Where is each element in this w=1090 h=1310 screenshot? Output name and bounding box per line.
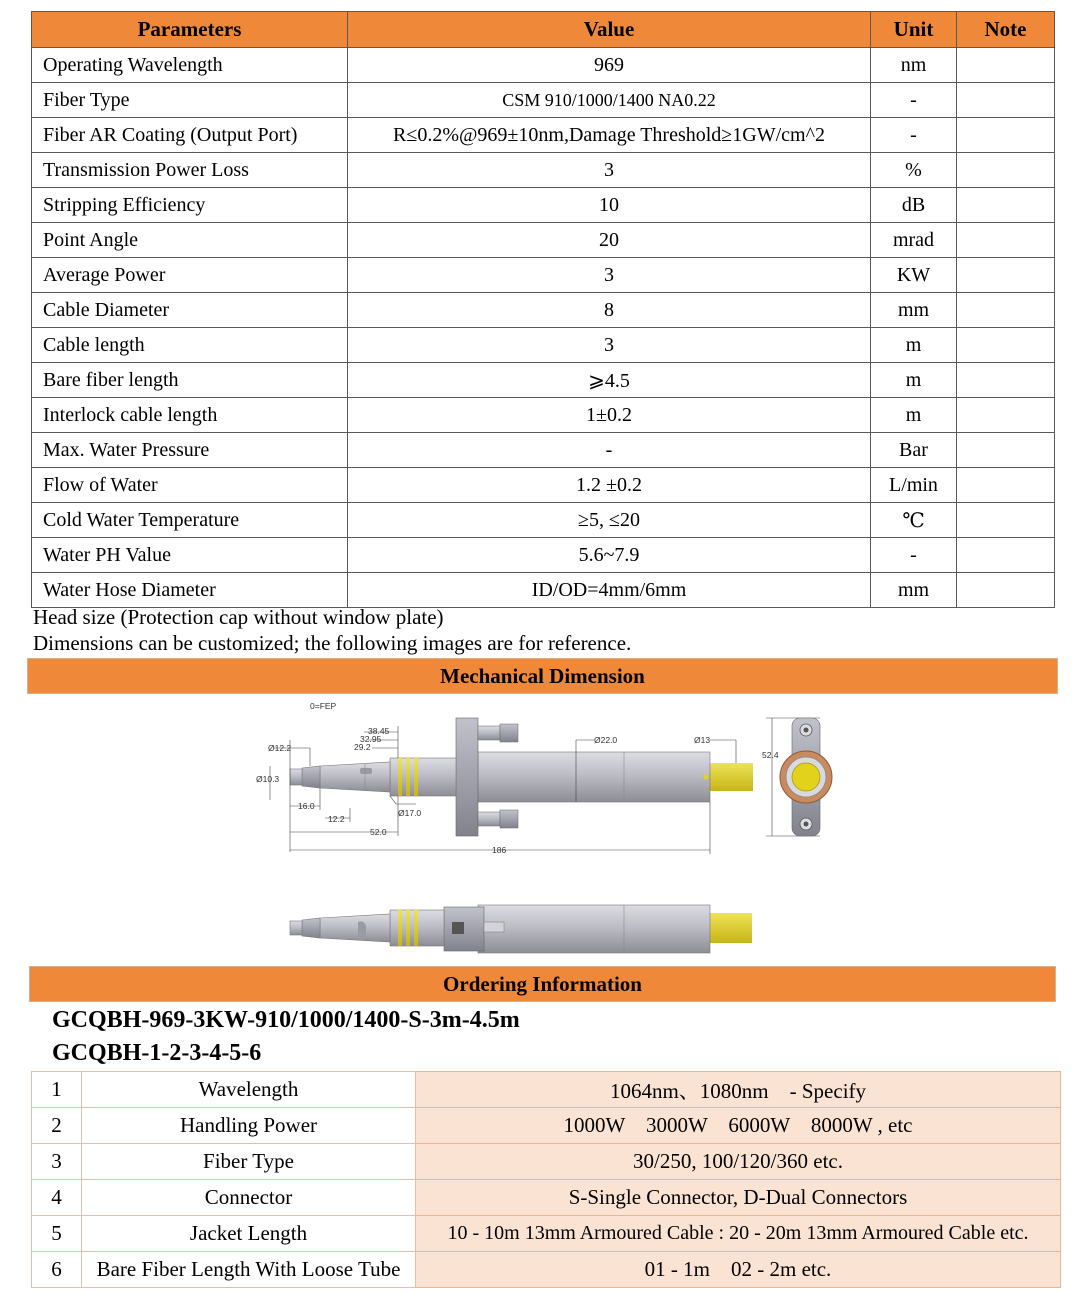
label-38-45: 38.45 [368, 726, 390, 736]
parameter-name: Point Angle [32, 223, 348, 258]
table-row [32, 118, 1055, 153]
parameter-value: 8 [348, 293, 871, 328]
parameter-unit: - [871, 538, 957, 573]
parameter-note [957, 188, 1055, 223]
table-row [32, 433, 1055, 468]
water-connector-top [478, 726, 500, 740]
parameter-note [957, 328, 1055, 363]
parameter-name: Max. Water Pressure [32, 433, 348, 468]
table-row [32, 398, 1055, 433]
order-field-options: 01 - 1m 02 - 2m etc. [416, 1252, 1061, 1288]
header-unit: Unit [871, 12, 957, 48]
parameter-name: Fiber AR Coating (Output Port) [32, 118, 348, 153]
head-size-note: Head size (Protection cap without window plate) [33, 605, 444, 629]
order-field-options: 1064nm、1080nm - Specify [416, 1072, 1061, 1108]
table-row [32, 1072, 1061, 1108]
parameter-unit: L/min [871, 468, 957, 503]
table-row [32, 223, 1055, 258]
parameter-note [957, 118, 1055, 153]
example-part-number: GCQBH-969-3KW-910/1000/1400-S-3m-4.5m [52, 1007, 520, 1033]
order-field-name: Connector [82, 1180, 416, 1216]
parameter-name: Water Hose Diameter [32, 573, 348, 608]
order-field-name: Handling Power [82, 1108, 416, 1144]
mechanical-dimension-title: Mechanical Dimension [27, 658, 1058, 694]
parameter-name: Cable Diameter [32, 293, 348, 328]
parameter-unit: m [871, 363, 957, 398]
parameter-value: 1±0.2 [348, 398, 871, 433]
parameter-name: Transmission Power Loss [32, 153, 348, 188]
mechanical-drawing [240, 700, 840, 955]
table-row [32, 258, 1055, 293]
parameter-name: Operating Wavelength [32, 48, 348, 83]
order-field-options: 1000W 3000W 6000W 8000W , etc [416, 1108, 1061, 1144]
order-field-number: 4 [32, 1180, 82, 1216]
parameter-name: Cable length [32, 328, 348, 363]
ordering-information-title: Ordering Information [29, 966, 1056, 1002]
parameter-unit: ℃ [871, 503, 957, 538]
label-d17-0: Ø17.0 [398, 808, 422, 818]
parameter-note [957, 293, 1055, 328]
label-52-0: 52.0 [370, 827, 387, 837]
table-row [32, 573, 1055, 608]
parameter-note [957, 153, 1055, 188]
parameter-unit: mm [871, 293, 957, 328]
order-field-options: S-Single Connector, D-Dual Connectors [416, 1180, 1061, 1216]
parameter-value: 20 [348, 223, 871, 258]
part-number-pattern: GCQBH-1-2-3-4-5-6 [52, 1040, 262, 1066]
parameter-unit: Bar [871, 433, 957, 468]
side-view-dimensioned [256, 701, 820, 855]
parameter-note [957, 433, 1055, 468]
parameter-note [957, 223, 1055, 258]
parameter-unit: - [871, 118, 957, 153]
main-body [478, 752, 710, 802]
parameter-name: Stripping Efficiency [32, 188, 348, 223]
parameter-value: ⩾4.5 [348, 363, 871, 398]
table-row [32, 153, 1055, 188]
parameter-name: Cold Water Temperature [32, 503, 348, 538]
customization-note: Dimensions can be customized; the following images are for reference. [33, 631, 632, 655]
header-parameters: Parameters [32, 12, 348, 48]
label-d13: Ø13 [694, 735, 711, 745]
label-16-0: 16.0 [298, 801, 315, 811]
parameter-value: R≤0.2%@969±10nm,Damage Threshold≥1GW/cm^2 [348, 118, 871, 153]
order-field-number: 6 [32, 1252, 82, 1288]
label-12-2: 12.2 [328, 814, 345, 824]
parameter-unit: % [871, 153, 957, 188]
parameter-unit: - [871, 83, 957, 118]
parameter-value: ≥5, ≤20 [348, 503, 871, 538]
order-field-name: Fiber Type [82, 1144, 416, 1180]
parameter-value: 5.6~7.9 [348, 538, 871, 573]
parameter-value: 1.2 ±0.2 [348, 468, 871, 503]
label-d22-0: Ø22.0 [594, 735, 618, 745]
parameter-note [957, 258, 1055, 293]
parameter-value: 10 [348, 188, 871, 223]
parameter-value: - [348, 433, 871, 468]
parameter-unit: m [871, 398, 957, 433]
table-row [32, 188, 1055, 223]
parameter-unit: mrad [871, 223, 957, 258]
parameter-note [957, 468, 1055, 503]
parameter-value: 3 [348, 153, 871, 188]
mounting-flange [456, 718, 478, 836]
table-row [32, 1180, 1061, 1216]
table-row [32, 83, 1055, 118]
parameter-unit: dB [871, 188, 957, 223]
parameter-value: ID/OD=4mm/6mm [348, 573, 871, 608]
parameter-unit: KW [871, 258, 957, 293]
parameter-note [957, 398, 1055, 433]
cable-jacket [705, 763, 753, 791]
tapered-nose [320, 762, 390, 792]
order-field-name: Jacket Length [82, 1216, 416, 1252]
order-field-options: 10 - 10m 13mm Armoured Cable : 20 - 20m 13mm Armoured Cable etc. [416, 1216, 1061, 1252]
parameter-note [957, 363, 1055, 398]
label-186: 186 [492, 845, 507, 855]
table-row [32, 503, 1055, 538]
table-header-row [32, 12, 1055, 48]
table-row [32, 363, 1055, 398]
header-value: Value [348, 12, 871, 48]
order-field-number: 1 [32, 1072, 82, 1108]
parameter-note [957, 48, 1055, 83]
table-row [32, 1108, 1061, 1144]
order-field-number: 3 [32, 1144, 82, 1180]
label-d12-2: Ø12.2 [268, 743, 292, 753]
parameter-value: 3 [348, 328, 871, 363]
parameters-table [31, 11, 1055, 608]
table-row [32, 538, 1055, 573]
parameter-name: Bare fiber length [32, 363, 348, 398]
parameter-name: Fiber Type [32, 83, 348, 118]
order-field-options: 30/250, 100/120/360 etc. [416, 1144, 1061, 1180]
table-row [32, 48, 1055, 83]
parameter-unit: nm [871, 48, 957, 83]
label-fep: 0=FEP [310, 701, 337, 711]
order-field-number: 2 [32, 1108, 82, 1144]
ordering-table [31, 1071, 1061, 1288]
table-row [32, 468, 1055, 503]
parameter-unit: mm [871, 573, 957, 608]
parameter-note [957, 503, 1055, 538]
parameter-unit: m [871, 328, 957, 363]
parameter-value: 3 [348, 258, 871, 293]
parameter-name: Water PH Value [32, 538, 348, 573]
side-view-render [290, 905, 752, 953]
table-row [32, 1144, 1061, 1180]
parameter-name: Flow of Water [32, 468, 348, 503]
parameter-name: Average Power [32, 258, 348, 293]
parameter-note [957, 538, 1055, 573]
table-row [32, 1252, 1061, 1288]
parameter-value: CSM 910/1000/1400 NA0.22 [348, 83, 871, 118]
end-view [780, 718, 832, 836]
label-d10-3: Ø10.3 [256, 774, 280, 784]
header-note: Note [957, 12, 1055, 48]
order-field-number: 5 [32, 1216, 82, 1252]
table-row [32, 1216, 1061, 1252]
table-row [32, 328, 1055, 363]
parameter-note [957, 573, 1055, 608]
parameter-value: 969 [348, 48, 871, 83]
table-row [32, 293, 1055, 328]
water-connector-bottom [478, 812, 500, 826]
parameter-note [957, 83, 1055, 118]
label-52-4: 52.4 [762, 750, 779, 760]
order-field-name: Bare Fiber Length With Loose Tube [82, 1252, 416, 1288]
label-29-2: 29.2 [354, 742, 371, 752]
order-field-name: Wavelength [82, 1072, 416, 1108]
parameter-name: Interlock cable length [32, 398, 348, 433]
label-32-95: 32.95 [360, 734, 382, 744]
